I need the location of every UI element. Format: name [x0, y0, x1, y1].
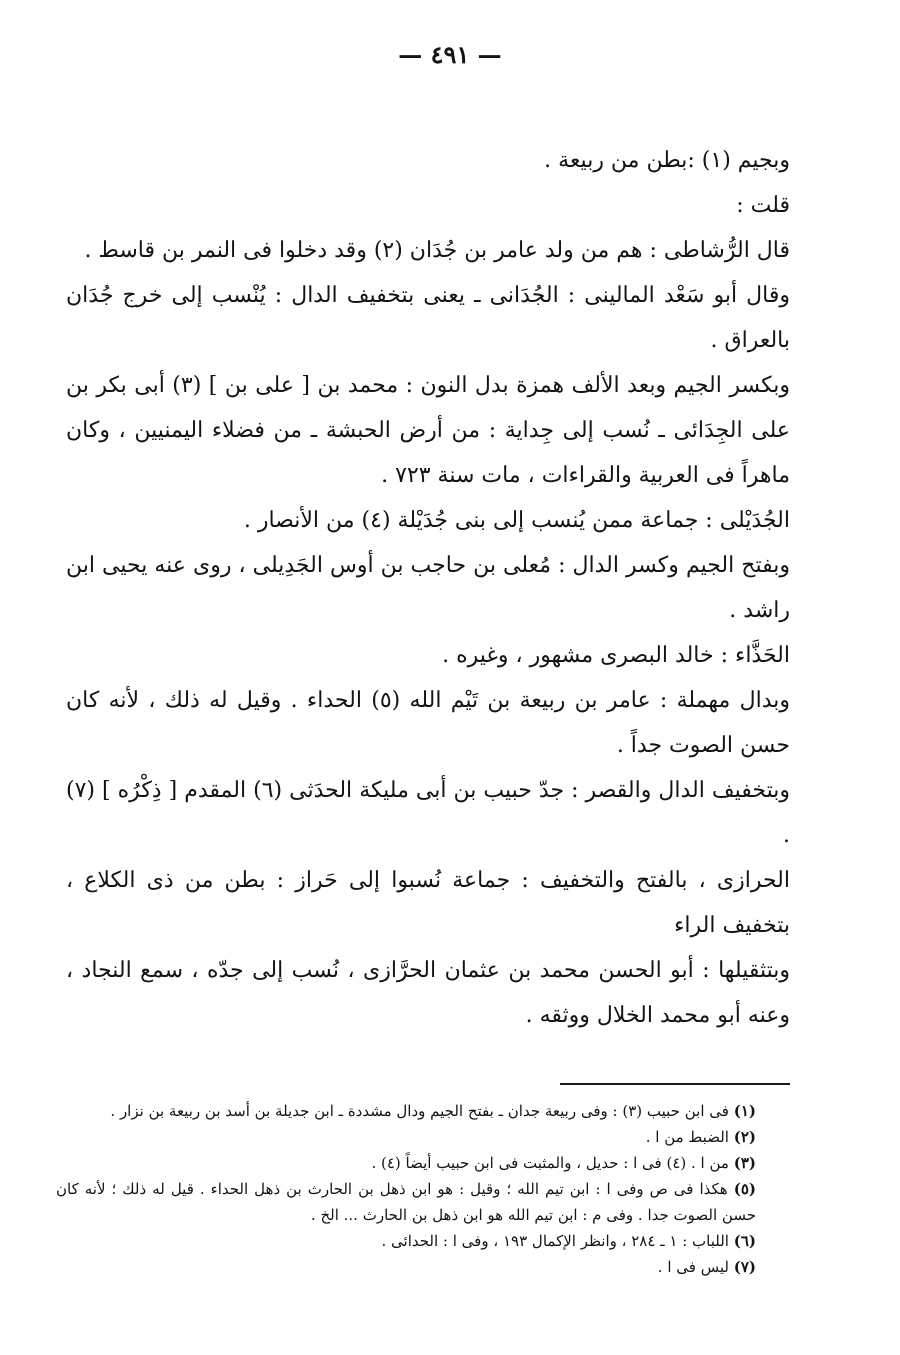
- footnote-label: (٢): [733, 1128, 756, 1146]
- footnote-label: (٥): [733, 1180, 756, 1198]
- paragraph: وبتخفيف الدال والقصر : جدّ حبيب بن أبى مليكة الحدَثى (٦) المقدم [ ذِكْرُه ] (٧) .: [66, 778, 790, 848]
- footnote-label: (٣): [733, 1154, 756, 1172]
- footnote: [56, 1176, 756, 1228]
- footnote: [56, 1150, 756, 1176]
- page-number: — ٤٩١ —: [398, 40, 502, 69]
- paragraph: وبفتح الجيم وكسر الدال : مُعلى بن حاجب بن أوس الجَدِيلى ، روى عنه يحيى ابن راشد .: [66, 553, 790, 623]
- paragraph: الحَذَّاء : خالد البصرى مشهور ، وغيره .: [442, 643, 790, 668]
- paragraph: قال الرُّشاطى : هم من ولد عامر بن جُدَان (٢) وقد دخلوا فى النمر بن قاسط .: [84, 238, 790, 263]
- paragraph: الحرازى ، بالفتح والتخفيف : جماعة نُسبوا إلى حَراز : بطن من ذى الكلاع ، بتخفيف الراء: [66, 868, 790, 938]
- footnote: [56, 1228, 756, 1254]
- footnote-divider: [560, 1083, 790, 1085]
- footnote: [56, 1098, 756, 1124]
- paragraph: وبجيم (١) :بطن من ربيعة .: [544, 148, 790, 173]
- footnotes: [56, 1098, 756, 1280]
- footnote-label: (٦): [733, 1232, 756, 1250]
- footnote: [56, 1254, 756, 1280]
- paragraph: وبدال مهملة : عامر بن ربيعة بن تَيْم الله (٥) الحداء . وقيل له ذلك ، لأنه كان حسن الصوت جداً .: [66, 688, 790, 758]
- paragraph: الجُدَيْلى : جماعة ممن يُنسب إلى بنى جُدَيْلة (٤) من الأنصار .: [243, 508, 790, 533]
- footnote-text: ليس فى ا .: [657, 1258, 729, 1276]
- footnote: [56, 1124, 756, 1150]
- paragraph: وبكسر الجيم وبعد الألف همزة بدل النون : محمد بن [ على بن ] (٣) أبى بكر بن على الجِدَائى ـ نُسب إلى جِداية : من أرض الحبشة ـ من فضلاء اليمنيين ، وكان ماهراً فى العربية والقراءات ، مات سنة ٧٢٣ .: [66, 373, 790, 488]
- footnote-text: فى ابن حبيب (٣) : وفى ربيعة جدان ـ بفتح الجيم ودال مشددة ـ ابن جديلة بن أسد بن ربيعة بن نزار .: [110, 1102, 729, 1120]
- paragraph: وقال أبو سَعْد المالينى : الجُدَانى ـ يعنى بتخفيف الدال : يُنْسب إلى خرج جُدَان بالعراق .: [66, 283, 790, 353]
- footnote-text: هكذا فى ص وفى ا : ابن تيم الله ؛ وقيل : هو ابن ذهل بن الحارث بن ذهل الحداء . قيل له ذلك ؛ لأنه كان حسن الصوت جدا . وفى م : ابن تيم الله هو ابن ذهل بن الحارث ... الخ .: [56, 1180, 756, 1224]
- footnote-label: (١): [733, 1102, 756, 1120]
- paragraph: قلت :: [736, 193, 790, 218]
- footnote-text: من ا . (٤) فى ا : حديل ، والمثبت فى ابن حبيب أيضاً (٤) .: [371, 1154, 729, 1172]
- paragraph: وبتثقيلها : أبو الحسن محمد بن عثمان الحرَّازى ، نُسب إلى جدّه ، سمع النجاد ، وعنه أبو محمد الخلال ووثقه .: [66, 958, 790, 1028]
- footnote-label: (٧): [733, 1258, 756, 1276]
- main-text: [66, 138, 790, 1038]
- footnote-text: اللباب : ١ ـ ٢٨٤ ، وانظر الإكمال ١٩٣ ، وفى ا : الحدائى .: [381, 1232, 729, 1250]
- footnote-text: الضبط من ا .: [645, 1128, 729, 1146]
